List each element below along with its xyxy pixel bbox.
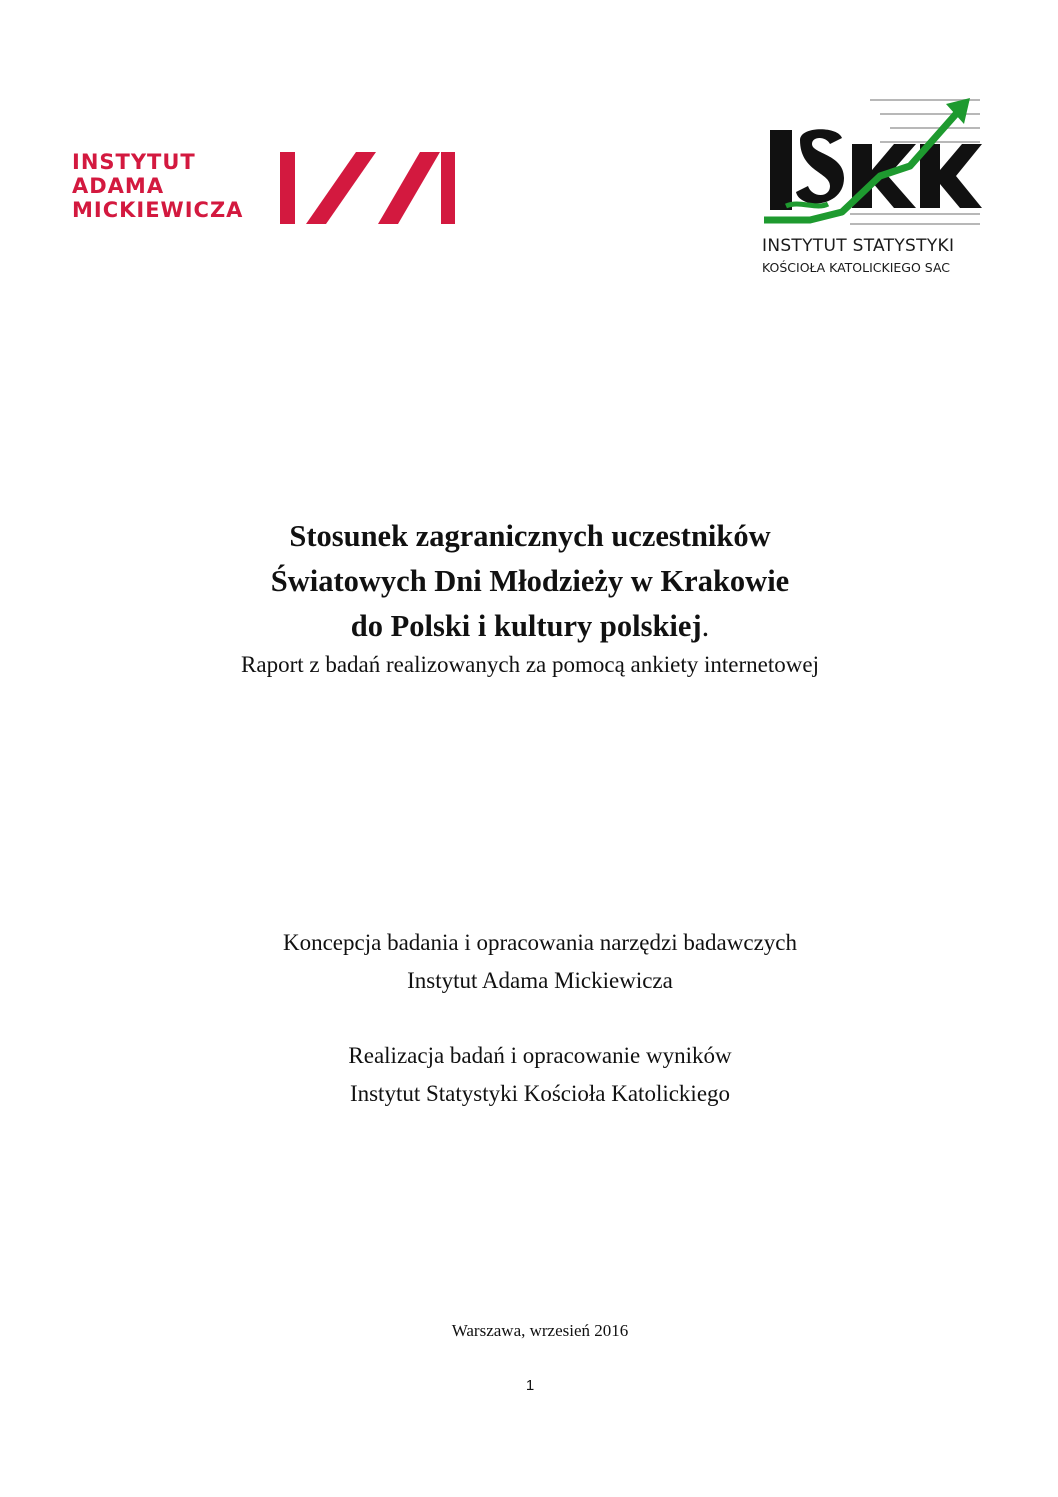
report-subtitle: Raport z badań realizowanych za pomocą ankiety internetowej bbox=[241, 652, 819, 677]
iskk-growth-chart-icon bbox=[760, 96, 986, 232]
iskk-logo bbox=[760, 96, 986, 282]
report-title-punct: . bbox=[701, 609, 710, 643]
iskk-logo-subline: KOŚCIOŁA KATOLICKIEGO SAC bbox=[762, 260, 951, 275]
iam-logo-line: INSTYTUT bbox=[72, 150, 196, 174]
report-title-line: Światowych Dni Młodzieży w Krakowie bbox=[270, 564, 790, 598]
iskk-logo-line: INSTYTUT STATYSTYKI bbox=[762, 236, 955, 256]
place-and-date: Warszawa, wrzesień 2016 bbox=[451, 1321, 629, 1340]
iam-monogram-icon bbox=[280, 152, 530, 226]
iam-logo-text bbox=[72, 150, 243, 222]
credit-organization: Instytut Statystyki Kościoła Katolickiego bbox=[349, 1081, 731, 1106]
page-number: 1 bbox=[525, 1377, 535, 1394]
credit-organization: Instytut Adama Mickiewicza bbox=[407, 968, 673, 993]
credit-group bbox=[80, 1037, 1000, 1113]
credit-role: Koncepcja badania i opracowania narzędzi badawczych bbox=[282, 930, 798, 955]
credit-group bbox=[80, 924, 1000, 1000]
report-title-block bbox=[80, 514, 980, 679]
credit-role: Realizacja badań i opracowanie wyników bbox=[348, 1043, 732, 1068]
iam-logo-line: ADAMA bbox=[72, 174, 165, 198]
iam-logo bbox=[72, 148, 462, 228]
credits-section bbox=[80, 924, 1000, 1113]
report-title-text: do Polski i kultury polskiej bbox=[350, 609, 702, 643]
report-title-line bbox=[80, 604, 980, 649]
iam-logo-line: MICKIEWICZA bbox=[72, 198, 244, 222]
report-title-line: Stosunek zagranicznych uczestników bbox=[289, 519, 771, 553]
